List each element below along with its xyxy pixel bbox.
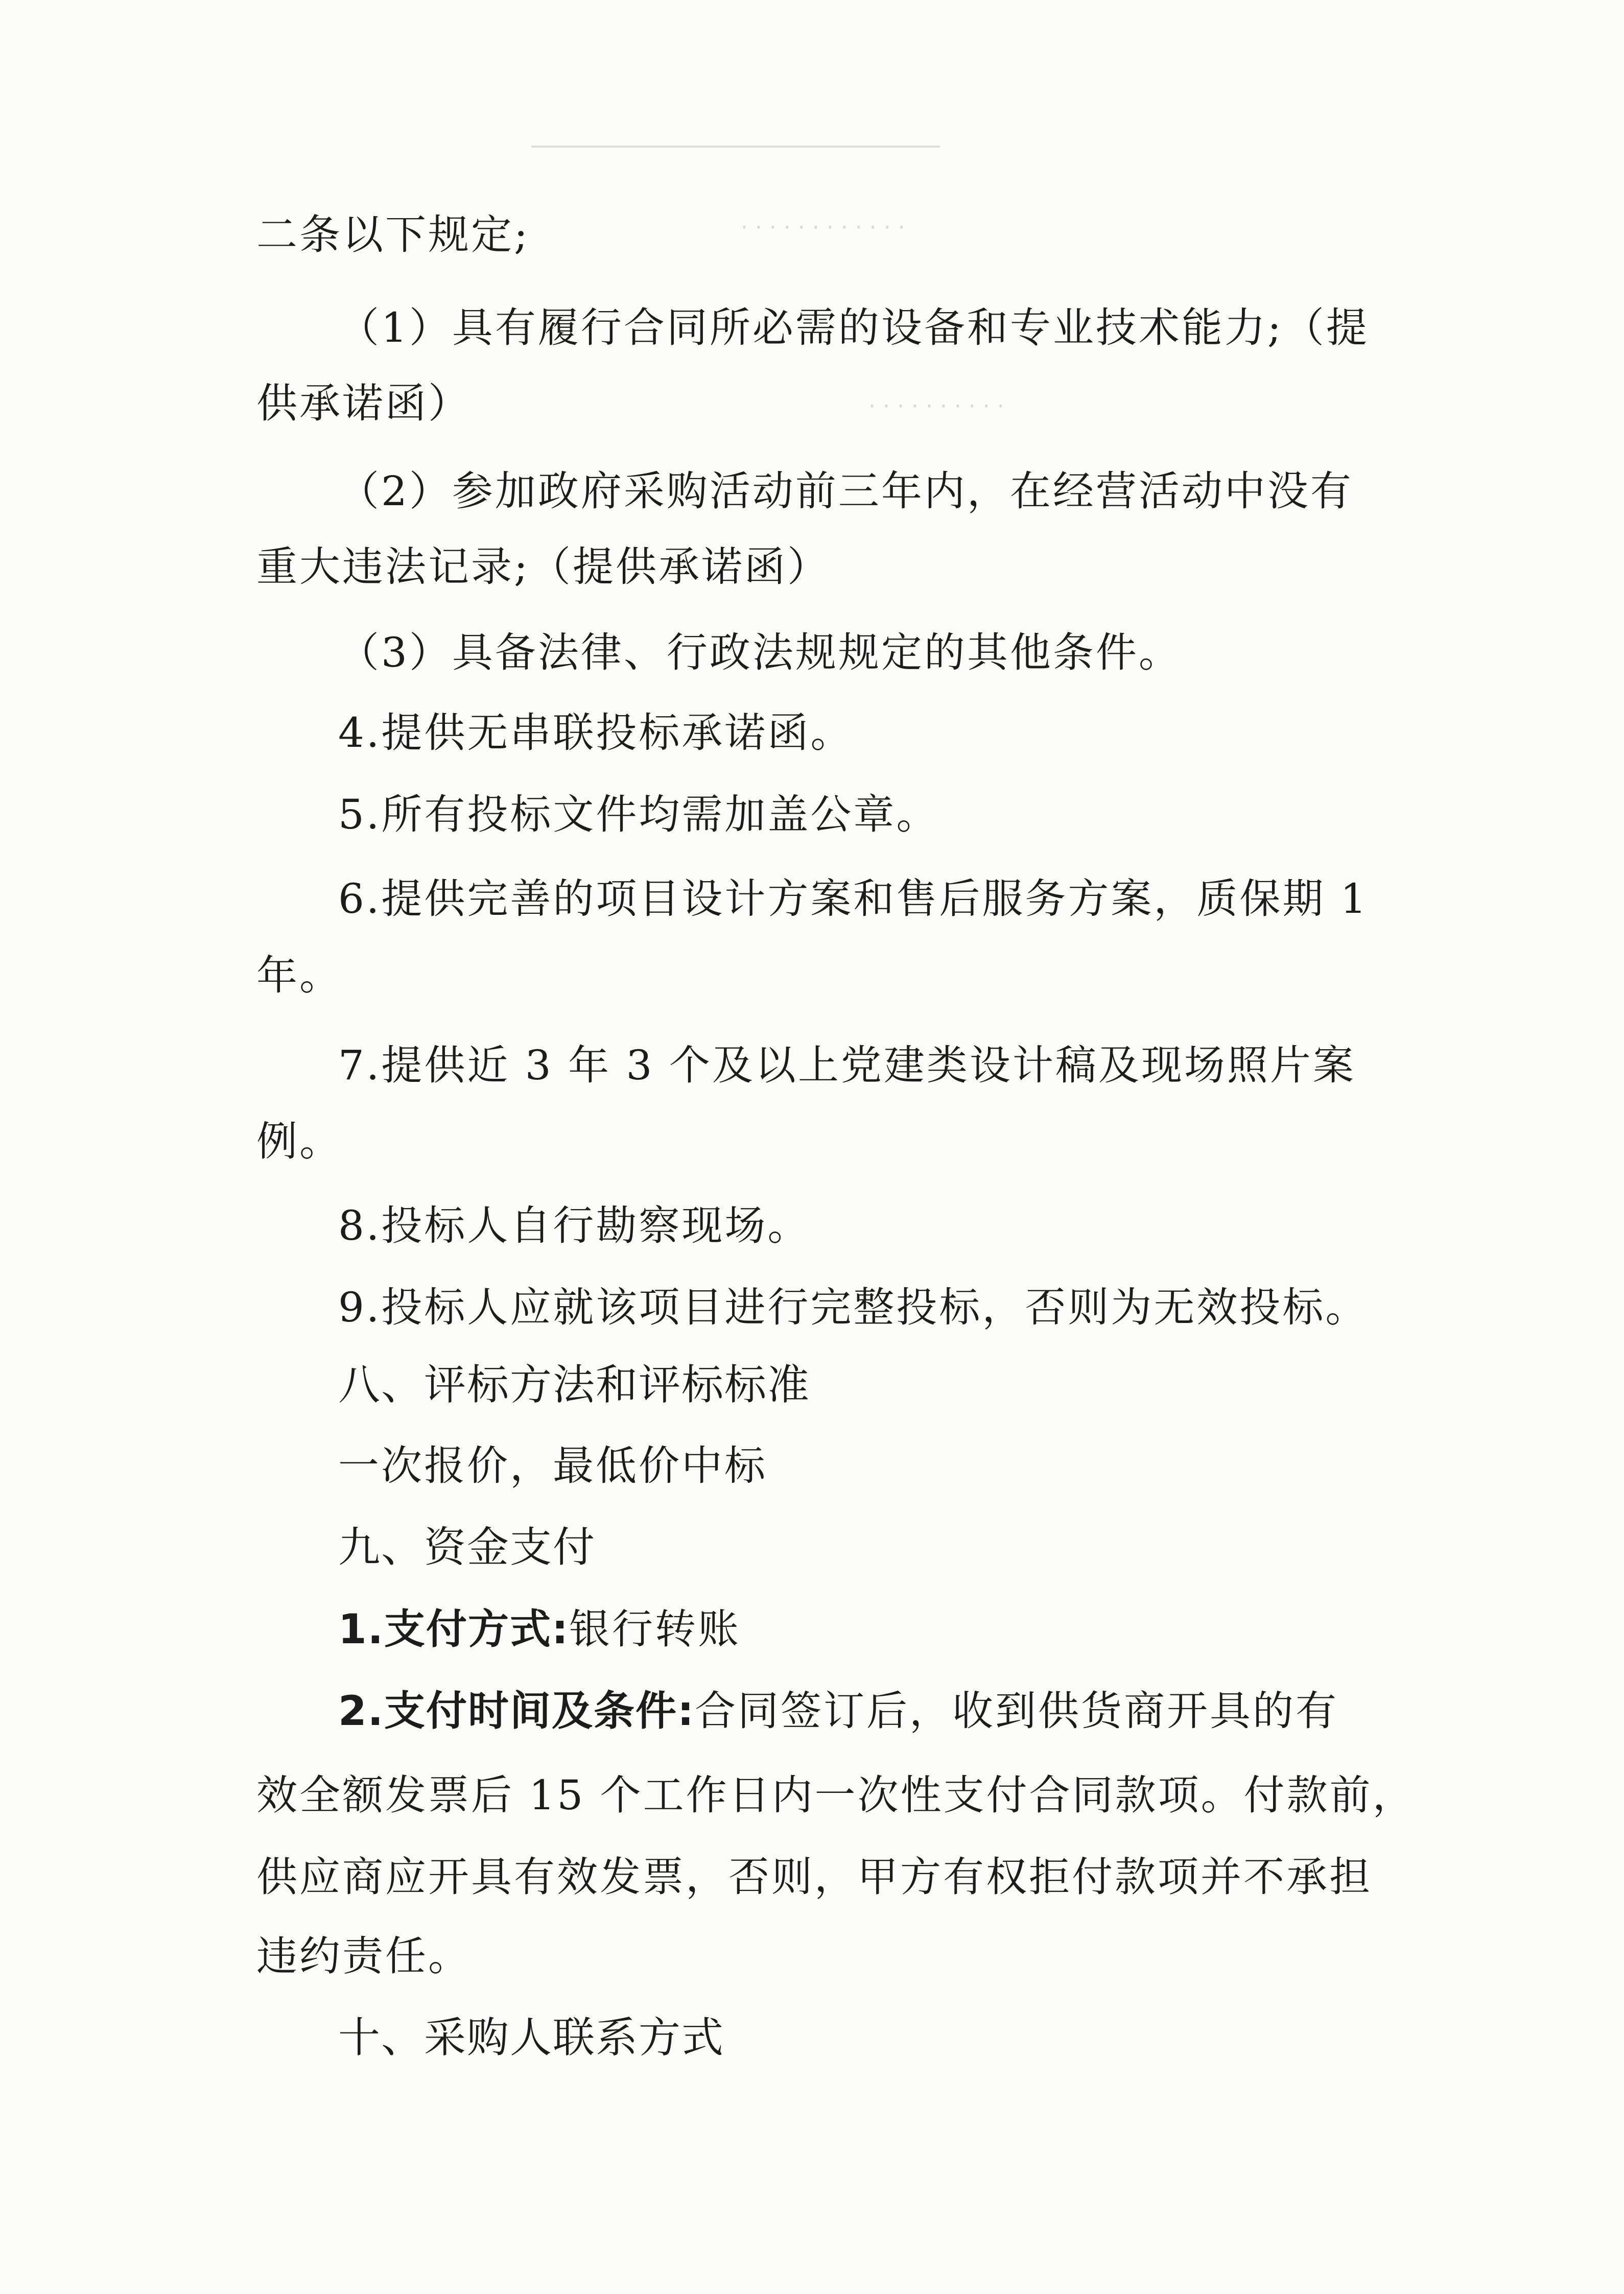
doc-line-2: （1）具有履行合同所必需的设备和专业技术能力;（提 [338,304,1369,351]
doc-line-5: 重大违法记录;（提供承诺函） [256,543,830,590]
section8-heading: 八、评标方法和评标标准 [338,1361,811,1409]
doc-line-1: 二条以下规定; [256,211,530,258]
doc-line-13: 8.投标人自行勘察现场。 [338,1202,811,1249]
doc-line-9: 6.提供完善的项目设计方案和售后服务方案，质保期 1 [338,875,1369,923]
payment-terms-text-2: 效全额发票后 15 个工作日内一次性支付合同款项。付款前， [256,1771,1416,1819]
section9-heading: 九、资金支付 [338,1523,596,1572]
show-through-rule [531,146,940,148]
doc-line-6: （3）具备法律、行政法规规定的其他条件。 [338,629,1182,676]
show-through-text: · · · · · · · · · · [868,393,1004,419]
doc-line-7: 4.提供无串联投标承诺函。 [338,709,854,756]
payment-method-value: 银行转账 [569,1605,741,1653]
payment-terms-text: 合同签订后，收到供货商开具的有 [695,1687,1339,1735]
doc-line-3: 供承诺函） [256,380,471,427]
doc-line-4: （2）参加政府采购活动前三年内，在经营活动中没有 [338,467,1353,515]
doc-line-8: 5.所有投标文件均需加盖公章。 [338,791,939,838]
doc-line-10: 年。 [256,952,342,999]
doc-line-12: 例。 [256,1118,342,1165]
payment-terms-label: 2.支付时间及条件: [338,1687,695,1735]
payment-terms-text-3: 供应商应开具有效发票，否则，甲方有权拒付款项并不承担 [256,1853,1372,1901]
section10-heading: 十、采购人联系方式 [338,2014,725,2062]
doc-line-11: 7.提供近 3 年 3 个及以上党建类设计稿及现场照片案 [338,1042,1356,1089]
section9-item2 [338,1686,1338,1737]
section8-body: 一次报价，最低价中标 [338,1442,767,1489]
payment-terms-text-4: 违约责任。 [256,1932,471,1980]
section9-item1 [338,1604,741,1655]
show-through-text: · · · · · · · · · · · · [741,215,905,241]
doc-line-14: 9.投标人应就该项目进行完整投标，否则为无效投标。 [338,1284,1369,1331]
payment-method-label: 1.支付方式: [338,1605,570,1653]
